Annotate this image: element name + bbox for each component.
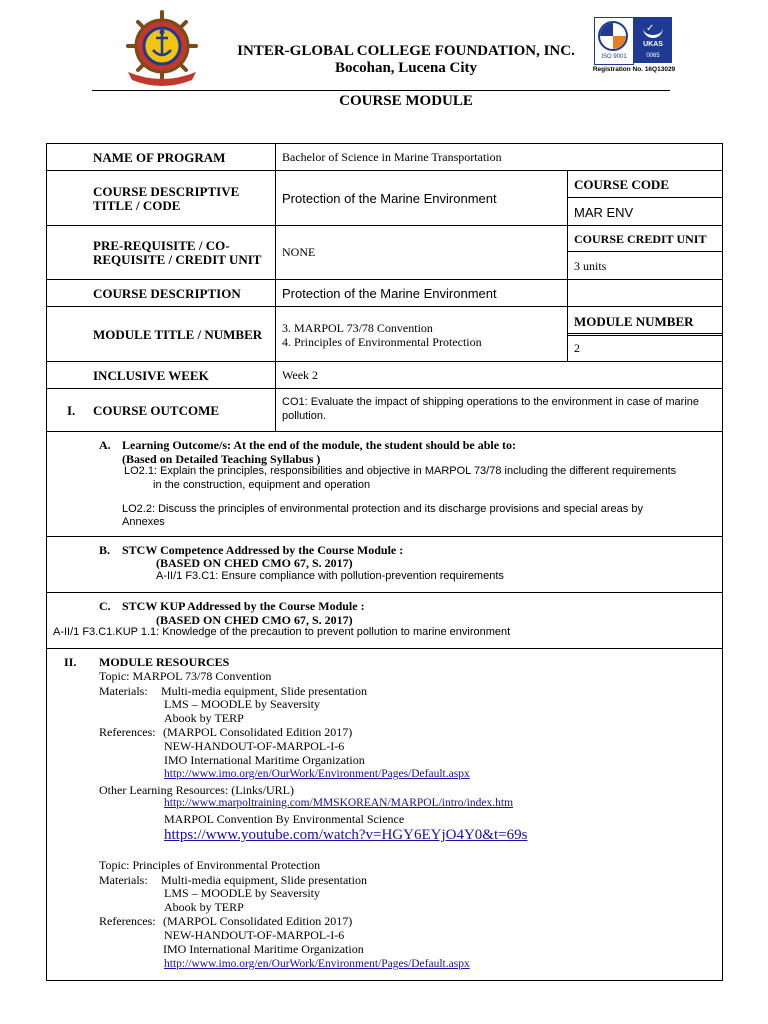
section-c-subtitle: (BASED ON CHED CMO 67, S. 2017) (156, 613, 353, 627)
course-table (46, 143, 723, 981)
credit-unit-label: COURSE CREDIT UNIT (574, 232, 707, 246)
references-2-c: IMO International Maritime Organization (163, 942, 364, 956)
college-location: Bocohan, Lucena City (334, 60, 478, 76)
references-1-label: References: (99, 725, 156, 739)
section-a-title: Learning Outcome/s: At the end of the module, the student should be able to: (122, 438, 517, 452)
youtube-link[interactable]: https://www.youtube.com/watch?v=HGY6EYjO4Y0&t=69s (164, 827, 528, 843)
college-name: INTER-GLOBAL COLLEGE FOUNDATION, INC. (237, 43, 575, 59)
references-1-c: IMO International Maritime Organization (164, 753, 365, 767)
marpol-training-link[interactable]: http://www.marpoltraining.com/MMSKOREAN/MARPOL/intro/index.htm (164, 797, 514, 809)
module-value-line1: 3. MARPOL 73/78 Convention (282, 321, 433, 335)
materials-1-label: Materials: (99, 684, 148, 698)
section-c-letter: C. (99, 599, 111, 613)
iso-label: ISO 9001 (601, 54, 627, 60)
references-1-b: NEW-HANDOUT-OF-MARPOL-I-6 (164, 739, 345, 753)
section-a-subtitle: (Based on Detailed Teaching Syllabus ) (122, 452, 321, 466)
outcome-value: CO1: Evaluate the impact of shipping operations to the environment in case of marine pollution. (282, 396, 700, 422)
college-logo (120, 6, 204, 86)
materials-1-b: LMS – MOODLE by Seaversity (164, 697, 320, 711)
materials-2-b: LMS – MOODLE by Seaversity (164, 886, 320, 900)
resources-number: II. (64, 655, 77, 669)
section-c-item: A-II/1 F3.C1.KUP 1.1: Knowledge of the precaution to prevent pollution to marine environment (53, 626, 511, 638)
section-a-letter: A. (99, 438, 111, 452)
lo-2-1-line2: in the construction, equipment and operation (153, 479, 371, 491)
prereq-value: NONE (282, 245, 316, 259)
credit-unit-value: 3 units (574, 259, 607, 273)
ukas-label: UKAS (643, 41, 663, 48)
description-value: Protection of the Marine Environment (282, 286, 497, 301)
header-rule (92, 90, 670, 91)
registration-number: Registration No. 16Q13029 (592, 66, 676, 73)
topic-2: Topic: Principles of Environmental Protection (99, 858, 321, 872)
section-c-title: STCW KUP Addressed by the Course Module : (122, 599, 365, 613)
course-code-value: MAR ENV (574, 205, 634, 220)
title-label-line2: TITLE / CODE (93, 198, 181, 213)
title-value: Protection of the Marine Environment (282, 191, 497, 206)
topic-1: Topic: MARPOL 73/78 Convention (99, 669, 272, 683)
program-value: Bachelor of Science in Marine Transportation (282, 150, 502, 164)
module-number-value: 2 (574, 341, 580, 355)
materials-2-label: Materials: (99, 873, 148, 887)
program-label: NAME OF PROGRAM (93, 150, 226, 165)
week-value: Week 2 (282, 368, 319, 382)
other-resources-label: Other Learning Resources: (Links/URL) (99, 783, 294, 797)
lo-2-2-line1: LO2.2: Discuss the principles of environmental protection and its discharge provisions and special areas by (122, 503, 643, 515)
section-b-item: A-II/1 F3.C1: Ensure compliance with pollution-prevention requirements (156, 570, 504, 582)
course-code-label: COURSE CODE (574, 177, 669, 192)
section-b-letter: B. (99, 543, 111, 557)
module-number-label: MODULE NUMBER (574, 314, 694, 329)
prereq-label-line2: REQUISITE / CREDIT UNIT (93, 252, 262, 267)
references-1-a: (MARPOL Consolidated Edition 2017) (163, 725, 353, 739)
lo-2-2-line2: Annexes (122, 516, 165, 528)
prereq-label-line1: PRE-REQUISITE / CO- (93, 238, 230, 253)
page-title: COURSE MODULE (339, 93, 473, 109)
imo-link-2[interactable]: http://www.imo.org/en/OurWork/Environment/Pages/Default.aspx (164, 958, 470, 970)
outcome-number: I. (67, 403, 76, 418)
section-b-subtitle: (BASED ON CHED CMO 67, S. 2017) (156, 556, 353, 570)
resources-title: MODULE RESOURCES (99, 655, 230, 669)
materials-2-c: Abook by TERP (164, 900, 244, 914)
description-label: COURSE DESCRIPTION (93, 286, 241, 301)
materials-2-a: Multi-media equipment, Slide presentation (161, 873, 367, 887)
materials-1-a: Multi-media equipment, Slide presentation (161, 684, 367, 698)
week-label: INCLUSIVE WEEK (93, 368, 209, 383)
title-label-line1: COURSE DESCRIPTIVE (93, 184, 240, 199)
other-resources-b: MARPOL Convention By Environmental Science (164, 812, 405, 826)
section-b-title: STCW Competence Addressed by the Course Module : (122, 543, 404, 557)
module-value-line2: 4. Principles of Environmental Protection (282, 335, 482, 349)
module-label: MODULE TITLE / NUMBER (93, 327, 263, 342)
ukas-badge: ✓ UKAS 0065 (634, 17, 672, 63)
materials-1-c: Abook by TERP (164, 711, 244, 725)
imo-link-1[interactable]: http://www.imo.org/en/OurWork/Environment/Pages/Default.aspx (164, 768, 470, 780)
outcome-label: COURSE OUTCOME (93, 403, 220, 418)
references-2-b: NEW-HANDOUT-OF-MARPOL-I-6 (164, 928, 345, 942)
references-2-label: References: (99, 914, 156, 928)
references-2-a: (MARPOL Consolidated Edition 2017) (163, 914, 353, 928)
iso-badge (594, 17, 634, 65)
lo-2-1-line1: LO2.1: Explain the principles, responsibilities and objective in MARPOL 73/78 including the different requirements (124, 465, 677, 477)
ukas-number: 0065 (646, 53, 660, 59)
